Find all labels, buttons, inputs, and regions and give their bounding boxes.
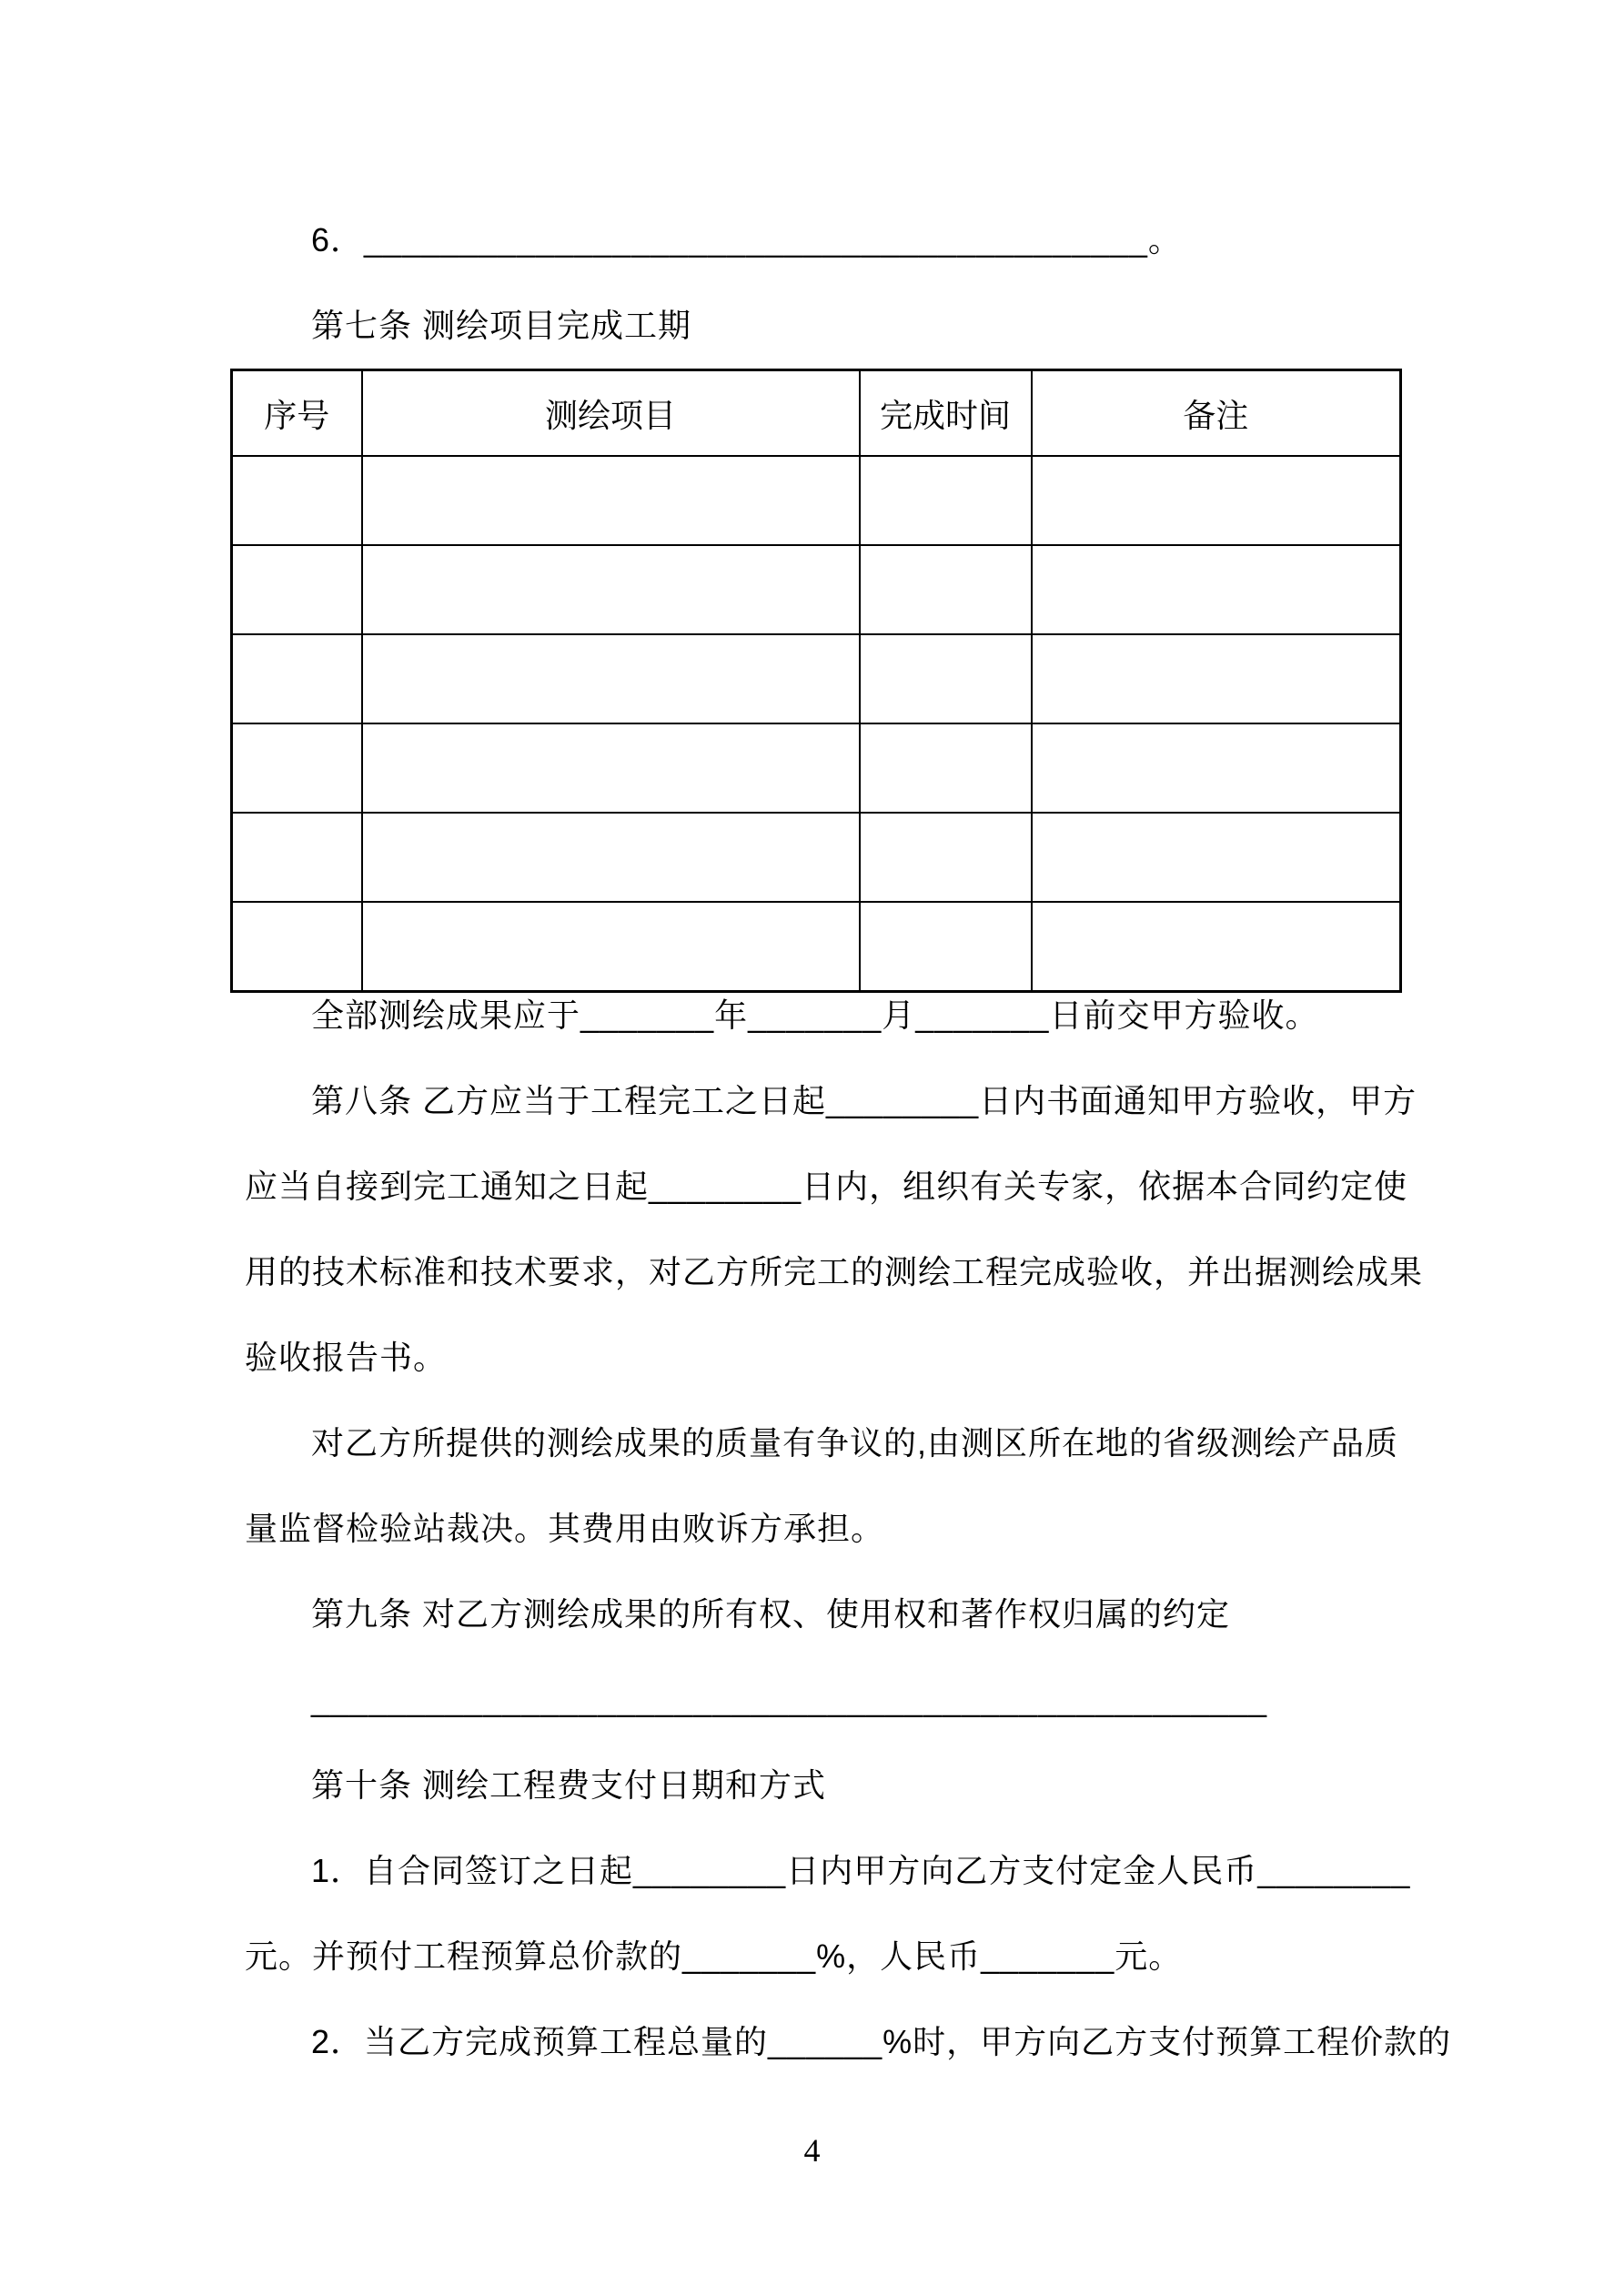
schedule-table-cell [362,456,860,545]
schedule-table-row [232,813,1401,902]
dispute-line2: 量监督检验站裁决。其费用由败诉方承担。 [245,1510,885,1547]
schedule-table-cell [860,634,1032,723]
completion-schedule-table [230,369,1402,993]
schedule-table-cell [1032,456,1401,545]
schedule-table-cell [860,813,1032,902]
schedule-table-cell [1032,634,1401,723]
article8-line2: 应当自接到完工通知之日起________日内，组织有关专家，依据本合同约定使 [245,1168,1408,1205]
schedule-table-cell [860,545,1032,634]
schedule-table-row [232,723,1401,813]
header-cell-index: 序号 [232,370,362,457]
clause6-blank-line: 6．_________________________________________。 [311,221,1182,258]
schedule-table-cell [232,545,362,634]
schedule-table-header [232,370,1401,457]
schedule-table-cell [232,723,362,813]
schedule-table-cell [362,634,860,723]
schedule-table-cell [362,813,860,902]
header-cell-remarks: 备注 [1032,370,1401,457]
schedule-table-row [232,634,1401,723]
article7-heading: 第七条 测绘项目完成工期 [311,307,692,344]
dispute-line1: 对乙方所提供的测绘成果的质量有争议的,由测区所在地的省级测绘产品质 [311,1424,1399,1462]
schedule-table-cell [860,723,1032,813]
article10-heading: 第十条 测绘工程费支付日期和方式 [311,1766,827,1804]
article8-line3: 用的技术标准和技术要求，对乙方所完工的测绘工程完成验收，并出据测绘成果 [245,1253,1424,1290]
schedule-header-row [232,370,1401,457]
article8-line4: 验收报告书。 [245,1339,448,1376]
article9-heading: 第九条 对乙方测绘成果的所有权、使用权和著作权归属的约定 [311,1595,1231,1633]
article10-item1-line2: 元。并预付工程预算总价款的_______%，人民币_______元。 [245,1937,1183,1975]
page-number: 4 [803,2132,821,2169]
schedule-table-cell [362,545,860,634]
schedule-table-cell [1032,545,1401,634]
header-cell-project: 测绘项目 [362,370,860,457]
schedule-table-cell [362,723,860,813]
schedule-table-row [232,456,1401,545]
schedule-table-cell [1032,723,1401,813]
article8-line1: 第八条 乙方应当于工程完工之日起________日内书面通知甲方验收，甲方 [311,1082,1417,1119]
schedule-table-body [232,456,1401,992]
schedule-table-cell [232,456,362,545]
schedule-table-row [232,545,1401,634]
schedule-table-cell [232,634,362,723]
article10-item1-line1: 1．自合同签订之日起________日内甲方向乙方支付定金人民币________ [311,1852,1411,1889]
header-cell-finish-time: 完成时间 [860,370,1032,457]
schedule-table-cell [232,813,362,902]
article9-blank-line: __________________________________________________ [311,1681,1268,1718]
article10-item2-line1: 2．当乙方完成预算工程总量的______%时，甲方向乙方支付预算工程价款的 [311,2023,1452,2060]
delivery-deadline-line: 全部测绘成果应于_______年_______月_______日前交甲方验收。 [311,996,1319,1034]
schedule-table-cell [1032,813,1401,902]
schedule-table-cell [860,456,1032,545]
